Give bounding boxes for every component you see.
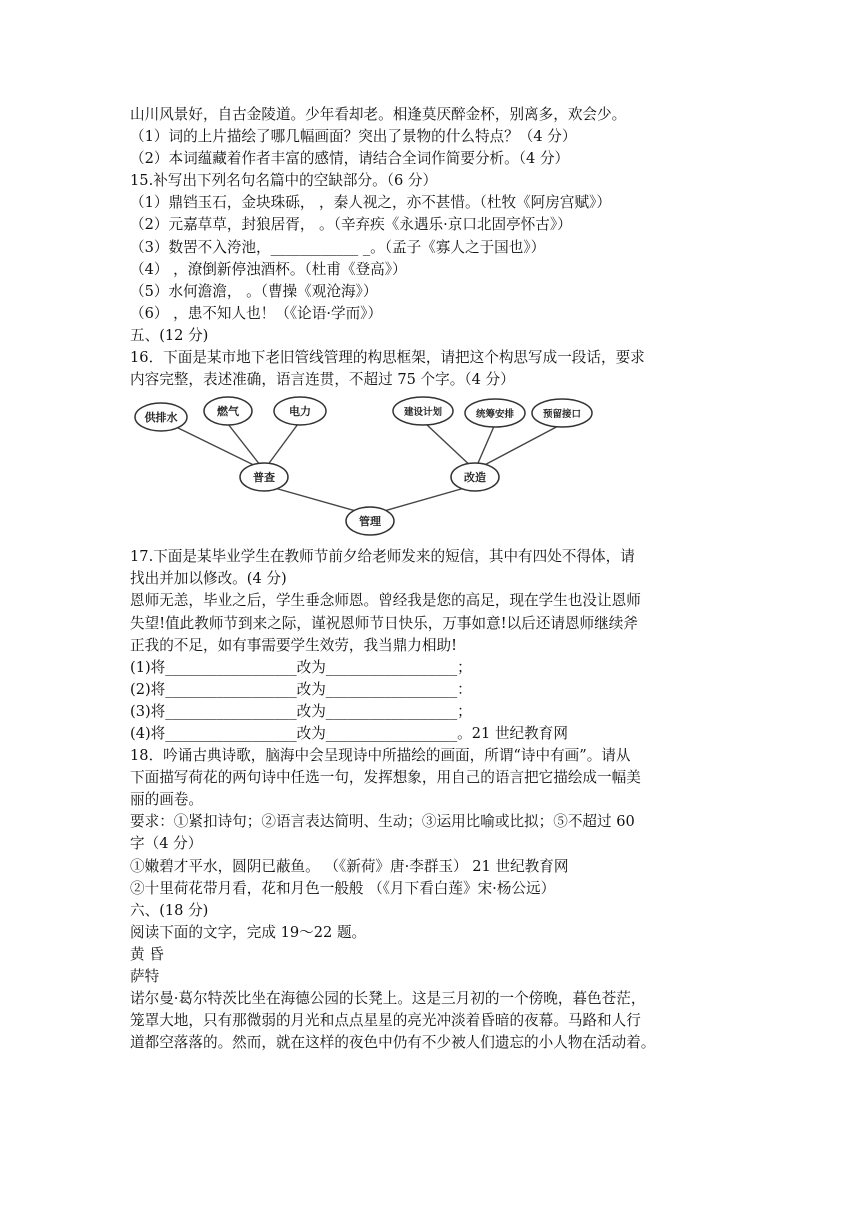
article-author: 萨特 — [130, 968, 160, 985]
text-line: 下面描写荷花的两句诗中任选一句，发挥想象，用自己的语言把它描绘成一幅美 — [130, 769, 641, 787]
pipeline-management-diagram — [130, 391, 750, 546]
node-manage-label: 管理 — [359, 515, 381, 529]
text-line: （5）水何澹澹， 。（曹操《观沧海》） — [130, 282, 378, 300]
answer-line: (4)将__________________改为__________________。21 世纪教育网 — [130, 724, 568, 742]
node-coordinate-label: 统筹安排 — [475, 409, 515, 421]
node-power-label: 电力 — [289, 405, 311, 419]
node-gas-label: 燃气 — [217, 405, 239, 419]
text-line: 内容完整，表述准确，语言连贯，不超过 75 个字。（4 分） — [130, 371, 515, 389]
text-line: 笼罩大地，只有那微弱的月光和点点星星的亮光冲淡着昏暗的夜幕。马路和人行 — [130, 1012, 641, 1030]
text-line: 失望!值此教师节到来之际，谨祝恩师节日快乐，万事如意!以后还请恩师继续斧 — [130, 614, 638, 632]
poem-option: ②十里荷花带月看，花和月色一般般 （《月下看白莲》宋·杨公远） — [130, 879, 556, 897]
section-heading: 六、(18 分) — [130, 901, 209, 919]
edge-water-survey — [170, 424, 264, 470]
node-water-label: 供排水 — [144, 411, 178, 425]
text-line: （1）鼎铛玉石，金块珠砾， ，秦人视之，亦不甚惜。（杜牧《阿房宫赋》） — [130, 194, 611, 212]
edge-interface-renovate — [475, 424, 562, 470]
text-line: 正我的不足，如有事需要学生效劳，我当鼎力相助! — [130, 636, 457, 654]
text-line: （2）本词蕴藏着作者丰富的感情，请结合全词作简要分析。（4 分） — [130, 150, 570, 168]
text-line: 恩师无恙，毕业之后，学生垂念师恩。曾经我是您的高足，现在学生也没让恩师 — [130, 592, 641, 610]
diagram-svg — [130, 391, 600, 546]
document-page — [130, 104, 750, 1054]
answer-line: (2)将__________________改为__________________： — [130, 680, 472, 698]
text-block-top — [130, 104, 750, 391]
section-heading: 五、(12 分) — [130, 326, 209, 344]
text-line: 道都空落落的。然而，就在这样的夜色中仍有不少被人们遗忘的小人物在活动着。 — [130, 1034, 656, 1052]
text-line: 字（4 分） — [130, 835, 203, 853]
answer-line: (1)将__________________改为__________________； — [130, 658, 472, 676]
answer-line: (3)将__________________改为__________________； — [130, 702, 472, 720]
text-line: 找出并加以修改。(4 分) — [130, 570, 287, 588]
question-heading: 16．下面是某市地下老旧管线管理的构思框架，请把这个构思写成一段话，要求 — [130, 349, 645, 367]
text-line: 山川风景好，自古金陵道。少年看却老。相逢莫厌醉金杯，别离多，欢会少。 — [130, 106, 627, 123]
text-line: 诺尔曼·葛尔特茨比坐在海德公园的长凳上。这是三月初的一个傍晚，暮色苍茫， — [130, 990, 646, 1008]
text-line: 要求：①紧扣诗句；②语言表达简明、生动；③运用比喻或比拟；⑤不超过 60 — [130, 813, 635, 831]
text-block-bottom — [130, 546, 750, 1054]
article-title: 黄 昏 — [130, 945, 164, 963]
node-plan-label: 建设计划 — [403, 407, 443, 419]
question-heading: 18．吟诵古典诗歌，脑海中会呈现诗中所描绘的画面，所谓“诗中有画”。请从 — [130, 747, 631, 765]
node-renovate-label: 改造 — [464, 471, 486, 485]
node-interface-label: 预留接口 — [542, 409, 582, 421]
text-line: （1）词的上片描绘了哪几幅画面？突出了景物的什么特点？（4 分） — [130, 128, 577, 146]
text-line: （2）元嘉草草，封狼居胥， 。（辛弃疾《永遇乐·京口北固亭怀古》） — [130, 216, 572, 234]
poem-option: ①嫩碧才平水，圆阴已蔽鱼。 （《新荷》唐·李群玉） 21 世纪教育网 — [130, 857, 569, 875]
text-line: 阅读下面的文字，完成 19～22 题。 — [130, 923, 367, 941]
node-survey-label: 普查 — [253, 471, 275, 485]
text-line: 丽的画卷。 — [130, 791, 203, 809]
question-heading: 15.补写出下列名句名篇中的空缺部分。（6 分） — [130, 172, 438, 190]
question-heading: 17.下面是某毕业学生在教师节前夕给老师发来的短信，其中有四处不得体，请 — [130, 548, 635, 566]
text-line: （6） ，患不知人也！（《论语·学而》） — [130, 304, 383, 322]
text-line: （4） ，潦倒新停浊酒杯。（杜甫《登高》） — [130, 260, 407, 278]
text-line: （3）数罟不入洿池，____________ _。（孟子《寡人之于国也》） — [130, 238, 546, 256]
